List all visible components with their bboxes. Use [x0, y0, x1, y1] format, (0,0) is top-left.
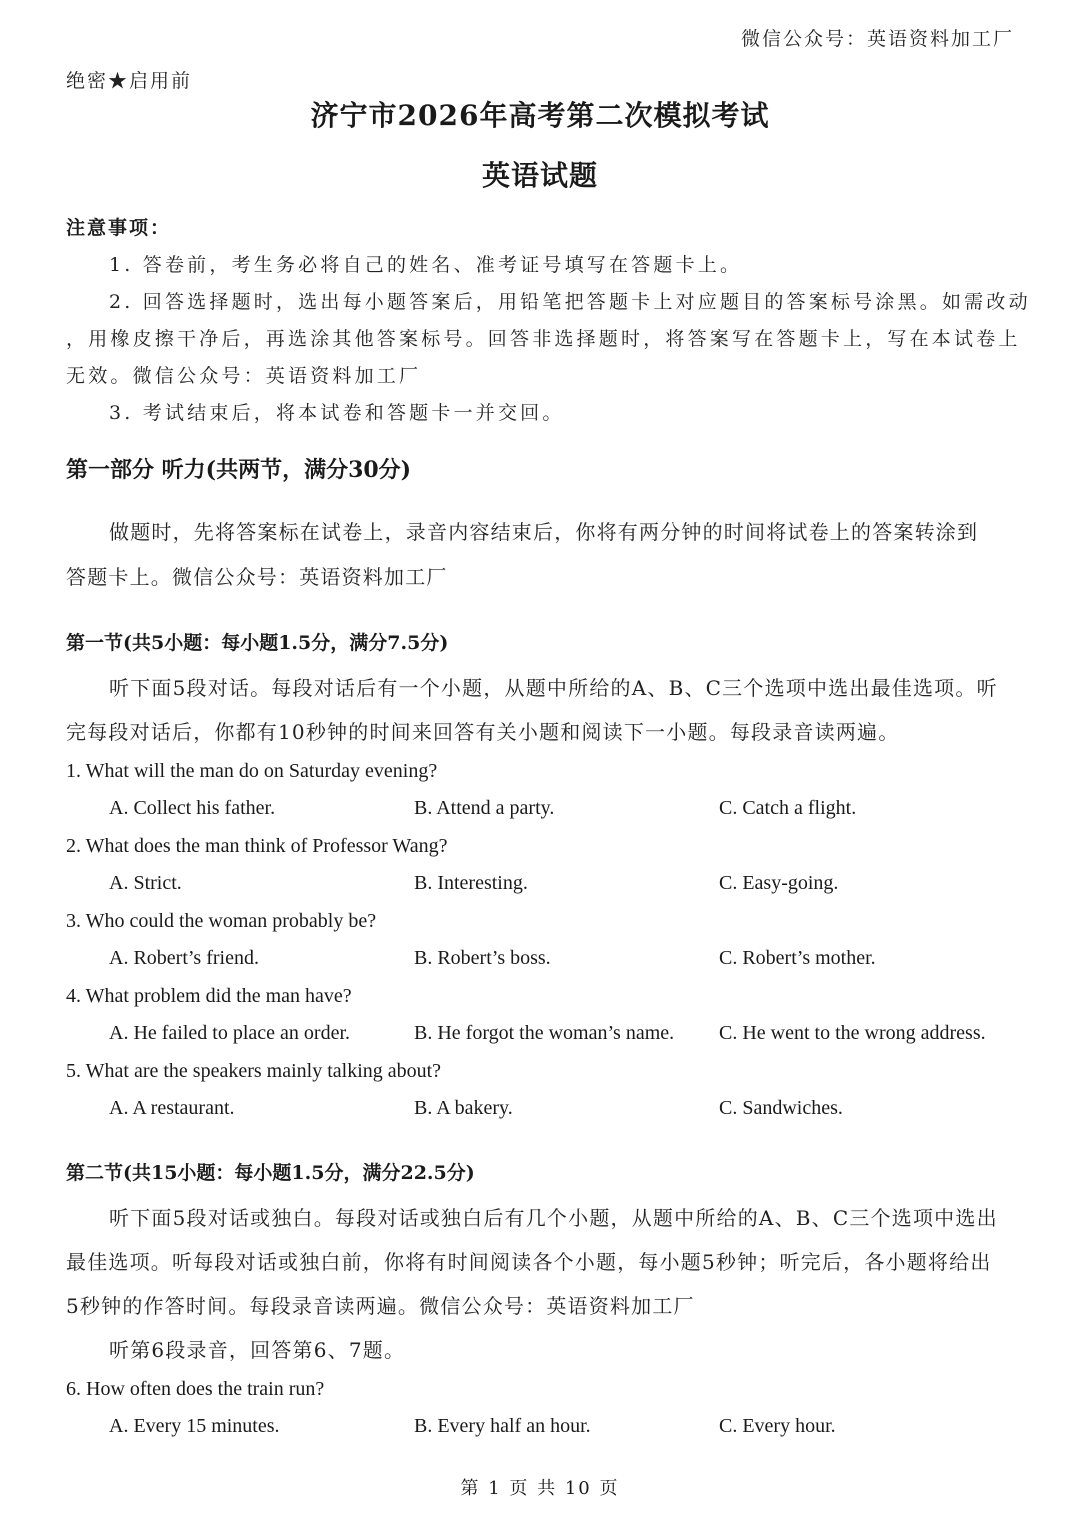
- option-a: A. Robert’s friend.: [109, 947, 259, 969]
- notes-heading: 注意事项：: [66, 217, 172, 239]
- option-b: B. He forgot the woman’s name.: [414, 1022, 675, 1044]
- section1-intro: 听下面5段对话。每段对话后有一个小题，从题中所给的A、B、C三个选项中选出最佳选项。听: [109, 676, 998, 700]
- option-a: A. Collect his father.: [109, 797, 276, 819]
- section2-instruction: 听第6段录音，回答第6、7题。: [109, 1338, 406, 1362]
- option-c: C. Robert’s mother.: [719, 947, 876, 969]
- question-stem: 6. How often does the train run?: [66, 1378, 325, 1400]
- option-c: C. Easy-going.: [719, 872, 839, 894]
- section2-intro: 听下面5段对话或独白。每段对话或独白后有几个小题，从题中所给的A、B、C三个选项中选出: [109, 1206, 998, 1230]
- secrecy-label: 绝密★启用前: [66, 70, 193, 92]
- option-a: A. A restaurant.: [109, 1097, 235, 1119]
- option-a: A. Every 15 minutes.: [109, 1415, 280, 1437]
- note-line: 无效。微信公众号：英语资料加工厂: [66, 365, 422, 387]
- part1-intro: 答题卡上。微信公众号：英语资料加工厂: [66, 565, 448, 589]
- option-c: C. Sandwiches.: [719, 1097, 843, 1119]
- section2-heading: 第二节(共15小题：每小题1.5分，满分22.5分): [66, 1162, 475, 1184]
- part1-intro: 做题时，先将答案标在试卷上，录音内容结束后，你将有两分钟的时间将试卷上的答案转涂到: [109, 520, 979, 544]
- section2-intro: 5秒钟的作答时间。每段录音读两遍。微信公众号：英语资料加工厂: [66, 1294, 695, 1318]
- part1-heading: 第一部分 听力(共两节，满分30分): [66, 457, 412, 483]
- note-line: 3. 考试结束后，将本试卷和答题卡一并交回。: [109, 402, 565, 424]
- question-stem: 2. What does the man think of Professor Wang?: [66, 835, 448, 857]
- page-footer: 第 1 页 共 10 页: [460, 1478, 620, 1499]
- question-stem: 4. What problem did the man have?: [66, 985, 352, 1007]
- note-line: 1. 答卷前，考生务必将自己的姓名、准考证号填写在答题卡上。: [109, 254, 743, 276]
- section1-intro: 完每段对话后，你都有10秒钟的时间来回答有关小题和阅读下一小题。每段录音读两遍。: [66, 720, 900, 744]
- question-stem: 1. What will the man do on Saturday evening?: [66, 760, 438, 782]
- option-c: C. He went to the wrong address.: [719, 1022, 986, 1044]
- note-line: 2. 回答选择题时，选出每小题答案后，用铅笔把答题卡上对应题目的答案标号涂黑。如需改动: [109, 291, 1031, 313]
- section2-intro: 最佳选项。听每段对话或独白前，你将有时间阅读各个小题，每小题5秒钟；听完后，各小题将给出: [66, 1250, 992, 1274]
- option-a: A. Strict.: [109, 872, 182, 894]
- option-b: B. Interesting.: [414, 872, 528, 894]
- question-stem: 3. Who could the woman probably be?: [66, 910, 377, 932]
- option-c: C. Every hour.: [719, 1415, 836, 1437]
- option-b: B. Attend a party.: [414, 797, 555, 819]
- exam-subtitle: 英语试题: [481, 159, 598, 192]
- header-watermark: 微信公众号：英语资料加工厂: [740, 28, 1014, 50]
- question-stem: 5. What are the speakers mainly talking about?: [66, 1060, 442, 1082]
- option-c: C. Catch a flight.: [719, 797, 857, 819]
- option-a: A. He failed to place an order.: [109, 1022, 351, 1044]
- option-b: B. Robert’s boss.: [414, 947, 551, 969]
- section1-heading: 第一节(共5小题：每小题1.5分，满分7.5分): [66, 632, 449, 654]
- note-line: ，用橡皮擦干净后，再选涂其他答案标号。回答非选择题时，将答案写在答题卡上，写在本试卷上: [66, 328, 1021, 350]
- exam-title: 济宁市2026年高考第二次模拟考试: [310, 99, 770, 132]
- option-b: B. Every half an hour.: [414, 1415, 591, 1437]
- option-b: B. A bakery.: [414, 1097, 513, 1119]
